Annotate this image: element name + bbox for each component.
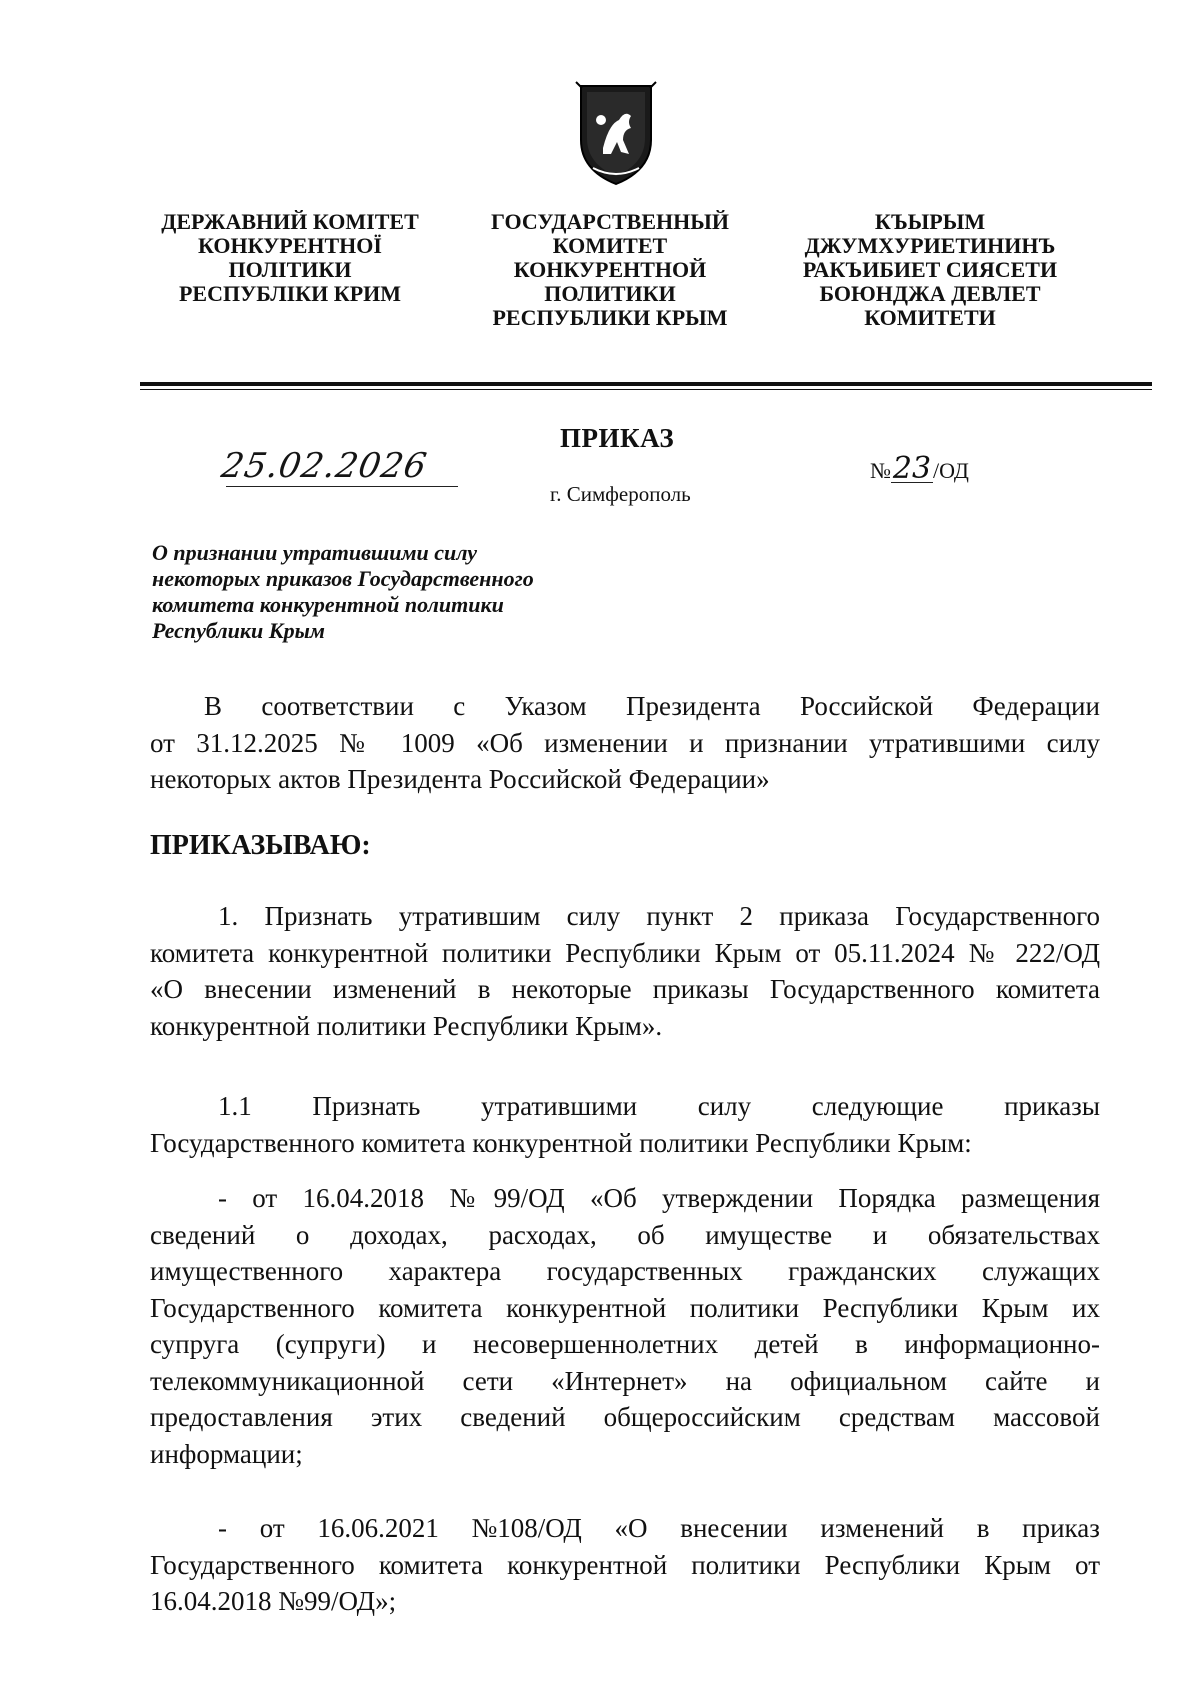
bullet-1-line-5 xyxy=(150,1326,1100,1363)
word: - xyxy=(218,1513,227,1543)
word: «О xyxy=(614,1513,648,1543)
order-city: г. Симферополь xyxy=(550,482,691,506)
header-line: ПОЛІТИКИ xyxy=(228,257,352,282)
word: массовой xyxy=(993,1402,1100,1432)
word: 16.06.2021 xyxy=(317,1513,439,1543)
word: сведений xyxy=(150,1219,256,1250)
item-1 xyxy=(150,898,1100,1044)
number-prefix: № xyxy=(870,458,891,483)
preamble xyxy=(150,688,1100,798)
word: с xyxy=(453,691,466,721)
word: изменений xyxy=(820,1513,945,1543)
word: от xyxy=(259,1513,285,1543)
item-1-line-2: комитета конкурентной политики Республики Крым от 05.11.2024 № 222/ОД xyxy=(150,937,1100,968)
word: имуществе xyxy=(705,1219,833,1250)
word: и xyxy=(872,1219,888,1250)
bullet-2-line-3: 16.04.2018 №99/ОД»; xyxy=(150,1586,397,1616)
bullet-1-line-6 xyxy=(150,1363,1100,1400)
word: №108/ОД xyxy=(471,1513,582,1543)
word: характера xyxy=(388,1256,502,1286)
word: имущественного xyxy=(150,1256,344,1286)
word: официальном xyxy=(790,1365,947,1396)
header-divider-thick xyxy=(140,382,1152,386)
item-1-line-3: «О внесении изменений в некоторые приказы Государственного комитета xyxy=(150,974,1100,1004)
word: силу xyxy=(697,1091,752,1121)
subject-line: комитета конкурентной политики xyxy=(152,592,504,617)
word: супруга xyxy=(150,1329,240,1359)
word: телекоммуникационной xyxy=(150,1365,425,1396)
date-underline xyxy=(226,486,458,487)
header-russian xyxy=(460,210,760,330)
subject-line: некоторых приказов Государственного xyxy=(152,566,534,591)
word: внесении xyxy=(680,1513,788,1543)
word: (супруги) xyxy=(275,1329,386,1359)
header-line: КОНКУРЕНТНОЙ xyxy=(513,257,707,282)
word: гражданских xyxy=(788,1256,937,1286)
word: информационно- xyxy=(904,1329,1100,1359)
word: общероссийским xyxy=(603,1402,801,1432)
header-line: ДЖУМХУРИЕТИНИНЪ xyxy=(804,233,1056,258)
item-1-line-1: 1. Признать утратившим силу пункт 2 приказа Государственного xyxy=(218,901,1100,931)
word: и xyxy=(422,1329,437,1359)
bullet-1-line-8: информации; xyxy=(150,1438,303,1469)
order-number xyxy=(870,451,969,486)
header-line: РАКЪИБИЕТ СИЯСЕТИ xyxy=(802,257,1058,282)
word: утратившими xyxy=(480,1091,638,1121)
word: приказы xyxy=(1004,1091,1100,1121)
word: Указом xyxy=(504,691,587,721)
word: на xyxy=(725,1365,753,1396)
preamble-line-2: от 31.12.2025 № 1009 «Об изменении и признании утратившими силу xyxy=(150,727,1100,758)
preamble-line-1 xyxy=(150,688,1100,725)
word: доходах, xyxy=(350,1219,448,1250)
bullet-2-line-2: Государственного комитета конкурентной политики Республики Крым от xyxy=(150,1549,1100,1580)
subject-line: Республики Крым xyxy=(152,618,325,643)
order-subject xyxy=(152,540,534,644)
word: Признать xyxy=(312,1091,421,1121)
bullet-1-line-1: - от 16.04.2018 №99/ОД «Об утверждении Порядка размещения xyxy=(218,1183,1100,1213)
word: в xyxy=(855,1329,868,1359)
bullet-1-line-2 xyxy=(150,1217,1100,1254)
header-line: КЪЫРЫМ xyxy=(874,209,986,234)
word: сети xyxy=(462,1365,514,1396)
word: государственных xyxy=(546,1256,743,1286)
word: приказ xyxy=(1022,1513,1100,1543)
header-line: БОЮНДЖА ДЕВЛЕТ xyxy=(819,281,1041,306)
item-1-1 xyxy=(150,1088,1100,1161)
word: в xyxy=(976,1513,990,1543)
word: средствам xyxy=(838,1402,955,1432)
word: детей xyxy=(754,1329,819,1359)
header-ukrainian xyxy=(140,210,440,306)
word: В xyxy=(204,691,223,721)
handwritten-number: 23 xyxy=(892,451,932,486)
header-divider-thin xyxy=(140,389,1152,390)
item-1-line-4: конкурентной политики Республики Крым». xyxy=(150,1010,663,1041)
word: соответствии xyxy=(261,691,414,721)
word: этих xyxy=(370,1402,423,1432)
bullet-1-line-3 xyxy=(150,1253,1100,1290)
header-crimean-tatar xyxy=(780,210,1080,330)
bullet-1-line-4: Государственного комитета конкурентной политики Республики Крым их xyxy=(150,1292,1100,1323)
word: расходах, xyxy=(488,1219,597,1250)
item-1-1-line-1 xyxy=(150,1088,1100,1125)
word: и xyxy=(1085,1365,1100,1396)
word: обязательствах xyxy=(927,1219,1100,1250)
header-line: РЕСПУБЛИКИ КРЫМ xyxy=(492,305,728,330)
bullet-1-line-7 xyxy=(150,1399,1100,1436)
preamble-line-3: некоторых актов Президента Российской Федерации» xyxy=(150,764,770,794)
coat-of-arms-emblem xyxy=(573,80,659,186)
subject-line: О признании утратившими силу xyxy=(152,540,478,565)
handwritten-date: 25.02.2026 xyxy=(218,446,431,486)
word: Президента xyxy=(625,691,761,721)
word: служащих xyxy=(981,1256,1100,1286)
bullet-2-line-1 xyxy=(150,1510,1100,1547)
item-1-1-line-2: Государственного комитета конкурентной политики Республики Крым: xyxy=(150,1127,972,1158)
header-line: ПОЛИТИКИ xyxy=(544,281,676,306)
header-line: КОМИТЕТ xyxy=(552,233,668,258)
bullet-1 xyxy=(150,1180,1100,1472)
word: «Интернет» xyxy=(551,1365,688,1396)
decree-heading: ПРИКАЗЫВАЮ: xyxy=(150,830,371,861)
word: следующие xyxy=(811,1091,944,1121)
header-line: КОМИТЕТИ xyxy=(864,305,996,330)
bullet-2 xyxy=(150,1510,1100,1620)
word: сведений xyxy=(460,1402,566,1432)
header-line: РЕСПУБЛІКИ КРИМ xyxy=(178,281,402,306)
word: о xyxy=(295,1219,310,1250)
word: об xyxy=(637,1219,665,1250)
order-title: ПРИКАЗ xyxy=(560,423,675,453)
header-line: ГОСУДАРСТВЕННЫЙ xyxy=(491,209,729,234)
header-line: ДЕРЖАВНИЙ КОМІТЕТ xyxy=(161,209,419,234)
word: Российской xyxy=(800,691,934,721)
word: предоставления xyxy=(150,1402,333,1432)
word: 1.1 xyxy=(218,1091,252,1121)
word: Федерации xyxy=(972,691,1100,721)
word: сайте xyxy=(984,1365,1048,1396)
number-suffix: /ОД xyxy=(933,458,969,483)
word: несовершеннолетних xyxy=(472,1329,719,1359)
header-line: КОНКУРЕНТНОЇ xyxy=(198,233,382,258)
